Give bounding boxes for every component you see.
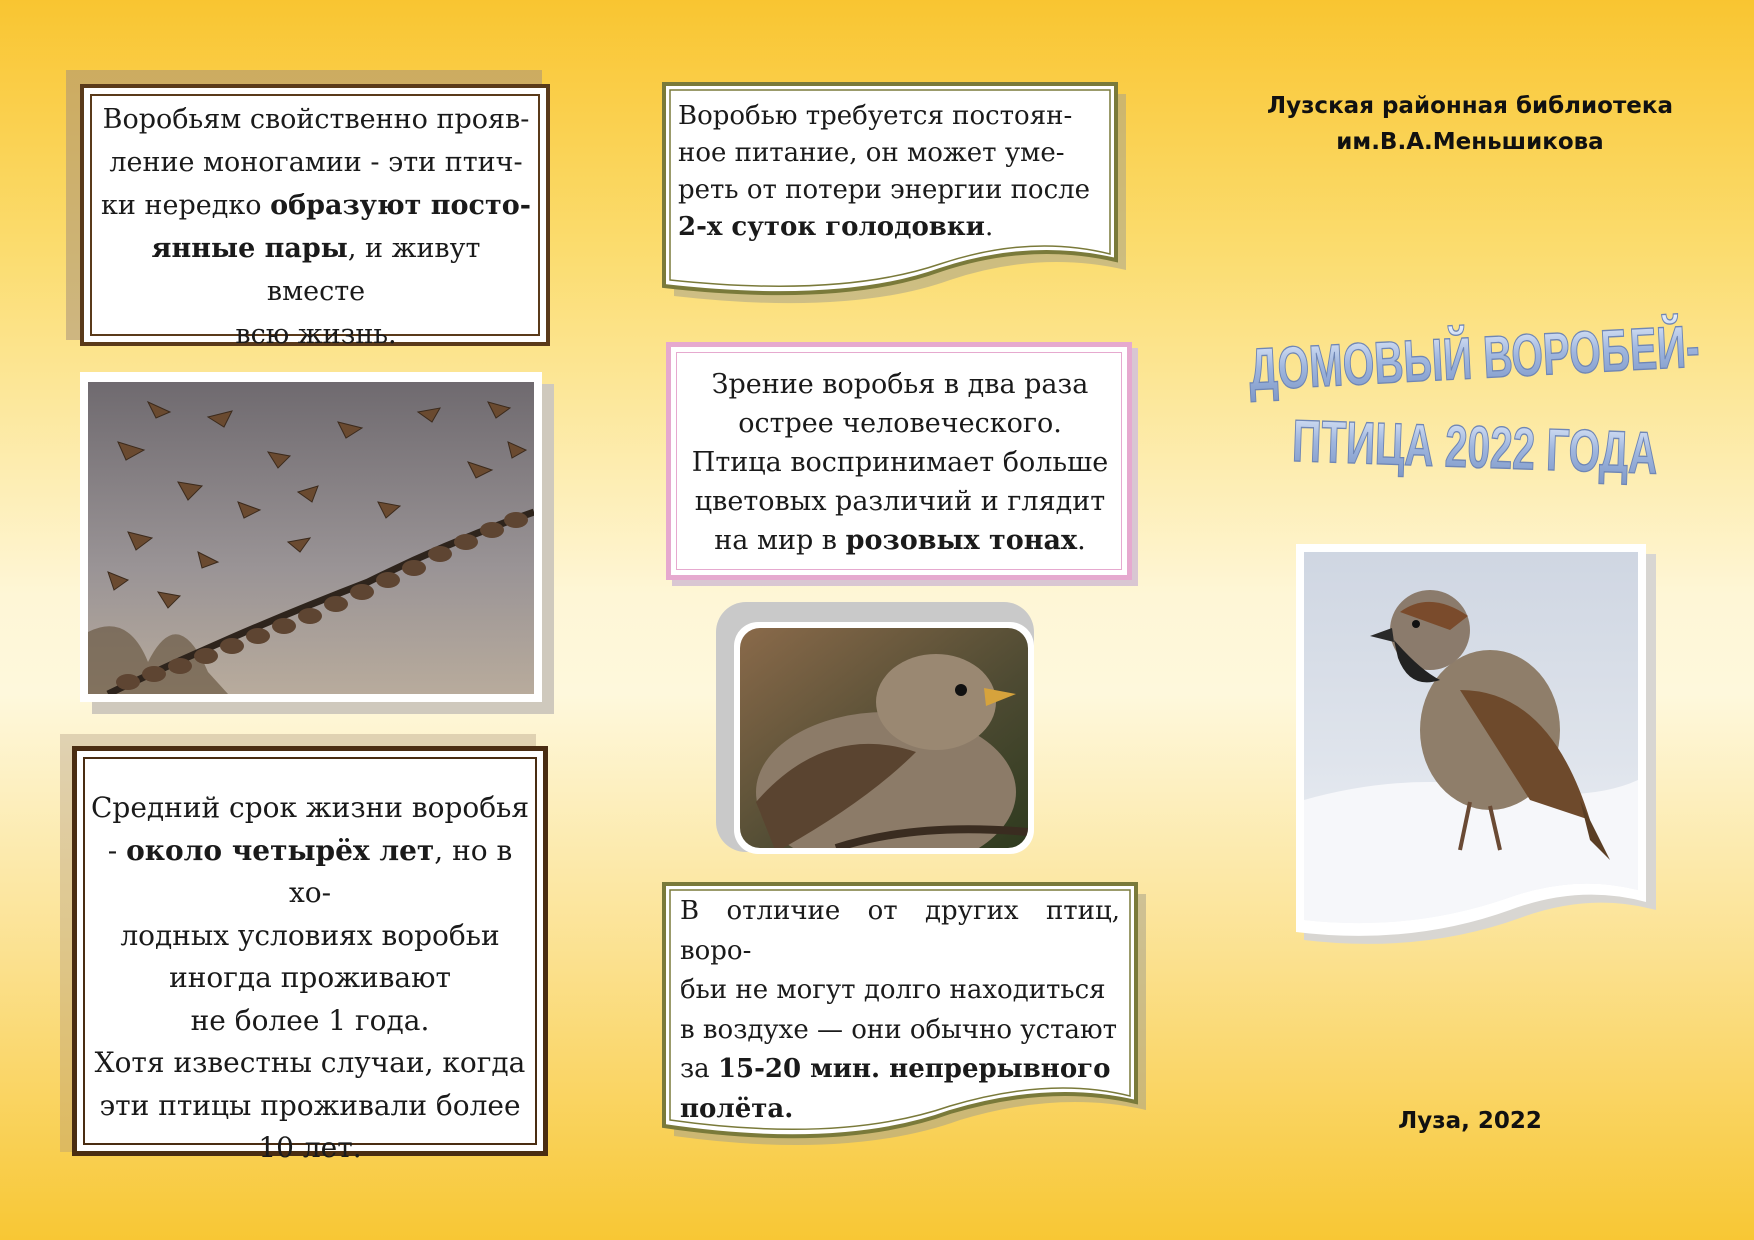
flight-line-2: бьи не могут долго находиться (680, 975, 1106, 1005)
lifespan-line-2a: - (107, 833, 127, 867)
lifespan-line-2c: , но в хо- (288, 833, 513, 909)
organization-name (1250, 88, 1690, 160)
vision-line-2: острее человеческого. (738, 408, 1062, 439)
sparrow-snow-photo (1290, 540, 1660, 960)
lifespan-bold: около четырёх лет (126, 833, 435, 867)
vision-bold: розовых тонах (845, 525, 1078, 556)
main-title-wordart (1240, 308, 1710, 498)
sparrow-snow-image (1290, 540, 1660, 960)
vision-line-4: цветовых различий и глядит (694, 486, 1106, 517)
flight-textbox (660, 880, 1150, 1170)
monogamy-text (100, 98, 532, 356)
monogamy-line-3: ки нередко (101, 190, 271, 221)
monogamy-bold-1: образуют посто- (270, 190, 531, 221)
main-title (1240, 308, 1710, 498)
city-year: Луза, 2022 (1398, 1108, 1542, 1134)
flight-bold-2: полёта. (680, 1093, 794, 1124)
vision-textbox (666, 342, 1132, 580)
flight-bold-1: 15-20 мин. непрерывного (717, 1054, 1111, 1084)
monogamy-line-4: , и живут вместе (266, 233, 481, 307)
nutrition-bold: 2-х суток голодовки (678, 212, 985, 242)
lifespan-line-6: Хотя известны случаи, когда (94, 1046, 526, 1079)
lifespan-line-8: 10 лет. (258, 1131, 362, 1164)
monogamy-line-2: ление моногамии - эти птич- (109, 147, 523, 178)
lifespan-line-4: иногда проживают (169, 961, 451, 994)
vision-text (683, 365, 1117, 560)
vision-line-5a: на мир в (714, 525, 846, 556)
flock-photo-image (88, 382, 534, 694)
sparrow-closeup-image (716, 602, 1046, 862)
title-line-1: ДОМОВЫЙ ВОРОБЕЙ- (1247, 312, 1701, 403)
nutrition-text (678, 98, 1102, 246)
lifespan-line-3: лодных условиях воробьи (120, 918, 500, 952)
vision-line-3: Птица воспринимает больше (691, 447, 1109, 478)
monogamy-textbox (80, 84, 550, 350)
flight-line-3: в воздухе — они обычно устают (680, 1014, 1118, 1045)
nutrition-line-2: ное питание, он может уме- (678, 138, 1065, 168)
lifespan-line-1: Средний срок жизни воробья (91, 791, 529, 824)
nutrition-line-3: реть от потери энергии после (678, 175, 1091, 205)
lifespan-text (89, 787, 531, 1170)
sparrow-closeup-photo (716, 602, 1046, 862)
nutrition-textbox (660, 80, 1130, 320)
organization-line-2: им.В.А.Меньшикова (1336, 129, 1604, 155)
nutrition-line-4: . (984, 212, 994, 242)
vision-line-5c: . (1077, 525, 1086, 556)
nutrition-line-1: Воробью требуется постоян- (678, 101, 1073, 131)
flight-text (680, 892, 1120, 1129)
lifespan-textbox (72, 746, 548, 1164)
lifespan-line-7: эти птицы проживали более (99, 1088, 521, 1122)
flight-line-1: В отличие от других птиц, воро- (680, 896, 1120, 966)
flock-photo (80, 372, 542, 702)
monogamy-line-1: Воробьям свойственно прояв- (102, 104, 530, 135)
vision-line-1: Зрение воробья в два раза (711, 369, 1089, 400)
title-line-2: ПТИЦА 2022 ГОДА (1291, 407, 1659, 487)
lifespan-line-5: не более 1 года. (190, 1003, 430, 1037)
monogamy-bold-2: янные пары (151, 233, 348, 264)
organization-line-1: Лузская районная библиотека (1266, 93, 1674, 119)
monogamy-line-5: всю жизнь. (235, 319, 397, 350)
flight-line-4a: за (680, 1054, 718, 1084)
